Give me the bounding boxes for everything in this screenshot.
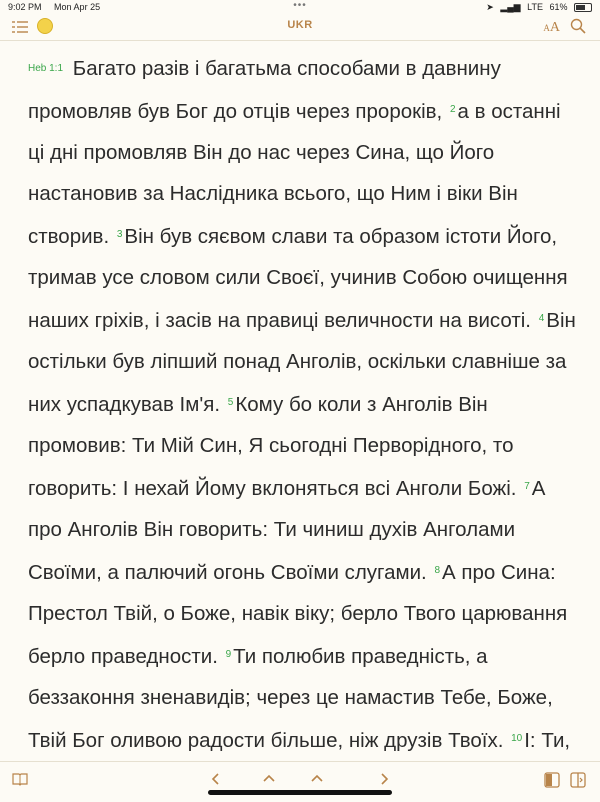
verse-text[interactable]: І: Ти, — [524, 729, 571, 752]
verse-number[interactable]: 7 — [524, 481, 530, 492]
location-icon: ➤ — [486, 2, 494, 12]
chevron-up-icon[interactable] — [310, 772, 324, 786]
battery-percent: 61% — [549, 2, 568, 12]
verse-text[interactable]: Він був сяєвом слави та образом істоти Його, тримав усе словом сили Своєї, учинив Собою очищення наших гріхів, і засів на правиці величности на висоті. — [28, 225, 568, 332]
page-title[interactable]: UKR — [287, 19, 313, 31]
verse-number[interactable]: 2 — [449, 104, 456, 115]
verse-number[interactable]: 3 — [116, 229, 123, 240]
split-view-icon[interactable] — [570, 772, 586, 788]
font-size-icon[interactable] — [543, 18, 560, 36]
reading-pane[interactable] — [28, 48, 576, 760]
verse-reference[interactable]: Heb 1:1 — [28, 63, 64, 74]
toolbar — [0, 14, 600, 41]
battery-icon — [574, 3, 592, 12]
book-icon[interactable] — [12, 772, 28, 786]
bottom-toolbar — [0, 761, 600, 800]
panel-icon[interactable] — [544, 772, 560, 788]
verse-text[interactable]: Багато разів і багатьма способами в давнину промовляв був Бог до отців через пророків, — [28, 57, 501, 123]
signal-icon: ▂▄▆ — [500, 2, 521, 12]
verse-number[interactable]: 4 — [538, 313, 545, 324]
verse-text[interactable]: Кому бо коли з Анголів Він промовив: Ти Мій Син, Я сьогодні Перворідного, то говорить: І нехай Йому вклоняться всі Анголи Божі. — [28, 393, 517, 500]
verse-number[interactable]: 9 — [225, 649, 232, 660]
multitask-dots[interactable]: ••• — [293, 0, 307, 11]
verse-number[interactable]: 10 — [511, 733, 523, 744]
verse-text[interactable]: Ти полюбив праведність, а беззаконня зненавидів; через це намастив Тебе, Боже, Твій Бог оливою радости більше, ніж друзів Твоїх. — [28, 645, 553, 752]
font-size-large: A — [549, 20, 560, 35]
font-size-small: A — [543, 23, 550, 33]
network-label: LTE — [527, 2, 543, 12]
verse-number[interactable]: 5 — [227, 397, 234, 408]
chevron-left-icon[interactable] — [210, 772, 222, 786]
chevron-right-icon[interactable] — [378, 772, 390, 786]
battery-fill — [576, 5, 585, 10]
verse-number[interactable]: 8 — [434, 565, 440, 576]
passage-text — [28, 48, 576, 802]
home-indicator[interactable] — [208, 790, 392, 795]
verse-text[interactable]: а в останні ці дні промовляв Він до нас через Сина, що Його настановив за Наслідника всього, що Ним і віки Він створив. — [28, 100, 561, 248]
verse-text[interactable]: А про Сина: Престол Твій, о Боже, навік віку; берло Твого царювання берло праведности. — [28, 561, 568, 668]
status-right — [482, 2, 592, 13]
verse-text[interactable]: А про Анголів Він говорить: Ти чиниш духів Анголами Своїми, а палючий огонь Своїми слугами. — [28, 477, 546, 584]
status-bar — [0, 0, 600, 14]
chevron-up-icon[interactable] — [262, 772, 276, 786]
search-icon[interactable] — [570, 18, 586, 34]
verse-text[interactable]: Він остільки був ліпший понад Анголів, оскільки славніше за них успадкував Ім'я. — [28, 309, 576, 416]
status-time: 9:02 PM — [8, 2, 42, 12]
status-date: Mon Apr 25 — [54, 2, 101, 12]
